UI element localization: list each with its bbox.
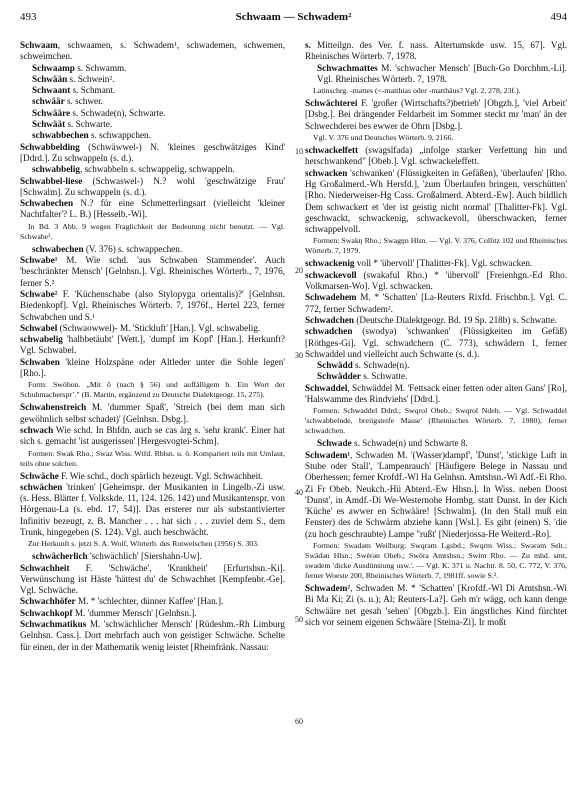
running-title: Schwaam — Schwadem² <box>235 11 352 23</box>
dictionary-entry: Schwadem², Schwaden M. * 'Schatten' [Krofdf.-Wl Di Amtshsn.-Wi Bi Ma Ki; Zi (s. u.); Al; Reuters-La?]. Geh m'r wägg, och kann denge Schwääre net gesah 'sehen' [Obgzb.]. Ein ängstliches Kind fürchtet sich vor seinem eigenen Schwääre [Steina-Zi]. Ir moßt <box>305 582 567 627</box>
entry-note: Formen: Swadəm Weilburg; Swqrəm Lgsbd.; Swqrm Wiss.; Swərəm Selt.; Swädən Hlsn.; Swèrən Obeb.; Swöra Amtshsn.; Swim Rho. — Zu mhd. smt, swadem 'dicke Ausdünstung usw.'. — Vgl. K. 371 u. Nachtr. 8. 50, C. 772, V. 376, ferner Woeste 200, Rheinisches Wörterb. 7, 1981ff. sowie S.². <box>305 540 567 580</box>
dictionary-entry: Schwabbel-liese (Schwaswel-) N.? wohl 'geschwätzige Frau' [Schwalm]. Zu schwappeln (s. d.). <box>20 175 285 197</box>
line-number: 30 <box>295 351 303 360</box>
left-column <box>20 40 285 790</box>
dictionary-entry: schwächerlich 'schwächlich' [Siershahn-Uw]. <box>32 551 202 562</box>
dictionary-entry: Schwadehem M. * 'Schatten' [La-Reuters Rixfd. Frischbn.]. Vgl. C. 772, ferner Schwadem². <box>305 292 567 314</box>
dictionary-entry: schwabechen (V. 376) s. schwappechen. <box>32 243 183 254</box>
entry-note: Formen: Swakŋ Rho.; Swagŋn Hlsn. — Vgl. V. 376, Collitz 102 und Rheinisches Wörterb. 7, 1979. <box>305 236 567 256</box>
line-number: 10 <box>295 147 303 156</box>
dictionary-entry: Schwään s. Schwein². <box>32 73 115 84</box>
dictionary-entry: Schwaben 'kleine Holzspäne oder Altleder unter die Sohle legen' [Rho.]. <box>20 356 285 379</box>
dictionary-entry: Schwadem¹, Schwaden M. '(Wasser)dampf', 'Dunst', 'stickige Luft in Stube oder Stall', 'Lampenrauch' [Häufigere Belege in Nassau und Oberhessen; ferner Krofdf.-Wl Ha Gelnhsn. Amtshsn.-Wi Adf.-Ei Rho. Zi Fr Obeb. Neukch.-Hü Abterd.-Ew Hhsn.]. In Wiss. neben Doost 'Dunst', in Amdf.-Di We-Westernohe Hombg. statt Dunst. In der Kich 'Küche' es awwer en Schwääre! [Schwalm]. (In den Stall muß ein Fenster) des de Schwärm abziehe kann [Wsl.]. Es gibt (einen) S. 'die (zu hoch geschraubte) Lampe "rußt' [Niederjossa-He Weiterd.-Ro]. <box>305 449 567 539</box>
right-page-number: 494 <box>550 11 567 23</box>
dictionary-entry: Schwachheit F. 'Schwäche', 'Krankheit' [Erfurtshsn.-Ki]. Verwünschung ist Häste 'hättest du' de Schwachhet [Kempfenbr.-Ge]. Vgl. Schwäche. <box>20 562 285 596</box>
dictionary-entry: schwäär s. schwer. <box>32 96 103 107</box>
dictionary-entry: Schwääre s. Schwade(n), Schwarte. <box>32 107 166 118</box>
entry-note: Form: Swöbon. „Mit ŏ (nach § 56) und auffälligem b. Ein Wort der Schuhmachersprʼ." (B. Martin, ergänzend zu Deutsche Dialektgeogr. 15, 275). <box>20 380 285 400</box>
dictionary-entry: schwach Wie schd. In Bhfdn. auch se cas ärg s. 'sehr krank'. Einer hat sich s. gemacht 'ist ausgerissen' [Hergesvogtei-Schm]. <box>20 424 285 447</box>
dictionary-entry: Schwaddel, Schwäddel M. 'Fettsack einer fetten oder alten Gans' [Ro], 'Halswamme des Rindviehs' [Ddrd.]. <box>305 382 567 405</box>
line-number: 50 <box>295 615 303 624</box>
dictionary-entry: Schwade s. Schwade(n) und Schwarte 8. <box>317 438 468 449</box>
dictionary-entry: s. Mitteilgn. des Ver. f. nass. Altertumskde usw. 15, 67]. Vgl. Rheinisches Wörterb. 7, 1978. <box>305 40 567 62</box>
dictionary-entry: schwächen 'trinken' [Geheimspr. der Musikanten in Lingelb.-Zi usw. (s. Hess. Blätter f. Volkskde. 11, 124. 126. 142) und Musikantenspr. von Hörgenau-La (s. ebd. 17, 54)]. Das ersterer nur als substantivierter Infinitiv bezeugt, z. B. Mancher . . . hat sich . . . zuviel dem S., dem Trunk, hingegeben (S. 124). Vgl. auch beschwächt. <box>20 481 285 537</box>
entry-note: Vgl. V. 376 und Deutsches Wörterb. 9, 2166. <box>313 133 454 143</box>
line-number: 60 <box>295 717 303 726</box>
dictionary-entry: Schwachkopf M. 'dummer Mensch' [Gelnhsn.]. <box>20 607 197 618</box>
line-number: 20 <box>295 266 303 275</box>
dictionary-entry: schwacken 'schwanken' (Flüssigkeiten in Gefäßen), 'überlaufen' [Rho. Hg Großalmerd.-Wh Hersfd.], 'zum Überlaufen bringen, verschütten' [Rho. Niederweiser-Hg Cass. Großalmerd. Abterd.-Ew]. Auch bildlich Dem schwackert et 'der ist geistig nicht normal' [Thalitter-Fk]. Vgl. geschwackt, schwackenig, schwackevoll, überschwacken, ferner schwappelvoll. <box>305 167 567 235</box>
entry-note: Formen: Swak Rho.; Swaz Wiss. Wtfd. Rblsn. u. ö. Kompariert teils mit Umlaut, teils ohne solchen. <box>20 448 285 468</box>
dictionary-entry: Schwaam, schwaamen, s. Schwadem¹, schwademen, schwemen, schweimchen. <box>20 40 285 62</box>
entry-note: Latinschrg. -mattes (<-matthias oder -matthäus? Vgl. 2, 278, 23f.). <box>313 86 521 96</box>
dictionary-entry: Schwädder s. Schwatte. <box>317 371 408 382</box>
line-number-gutter <box>287 40 303 790</box>
dictionary-entry: Schwachmattes M. 'schwacher Mensch' [Buch-Go Dorchhm.-Li]. Vgl. Rheinisches Wörterb. 7, 1978. <box>317 62 567 84</box>
dictionary-entry: Schwachhöfer M. * 'schlechter, dünner Kaffee' [Han.]. <box>20 596 224 607</box>
dictionary-entry: schwabelig 'halbbetäubt' [Wett.], 'dumpf im Kopf' [Han.]. Herkunft? Vgl. Schwabel. <box>20 334 285 356</box>
left-page-number: 493 <box>20 11 37 23</box>
dictionary-entry: schwadchen (swodyə) 'schwanken' (Flüssigkeiten im Gefäß) [Röthges-Gi]. Vgl. schwadchern (C. 773), schwädern 1, ferner Schwaddel und vielleicht auch Schwatte (s. d.). <box>305 326 567 359</box>
dictionary-entry: Schwachmatikus M. 'schwächlicher Mensch' [Rüdeshm.-Rh Limburg Gelnhsn. Cass.]. Dort mehrfach auch von geistiger Schwäche. Schelte für einen, der in der Mathematik wenig leistet [Rheinfränk. Nassau: <box>20 619 285 652</box>
dictionary-entry: schwackelfett (swagslfada) „infolge starker Verfettung hin und herschwankend" [Obeb.]. Vgl. schwackeleffett. <box>305 145 567 167</box>
dictionary-entry: Schwabe¹ M. Wie schd. 'aus Schwaben Stammender'. Auch 'beschränkter Mensch' [Gelnhsn.]. Vgl. Rheinisches Wörterb., 7, 1976, ferner S.² <box>20 255 285 288</box>
dictionary-entry: Schwabe² F. 'Küchenschabe (also Stylopyga orientalis)?' [Gelnhsn. Biedenkopf]. Vgl. Rheinisches Wörterb. 7, 1976f., Hertel 223, ferner Schwabchen und S.¹ <box>20 288 285 322</box>
dictionary-entry: Schwabenstreich M. 'dummer Spaß', 'Streich (bei dem man sich gewöhnlich selbst schadet)' [Gelnhsn. Dsbg.]. <box>20 402 285 424</box>
dictionary-entry: schwackevoll (swakəful Rho.) * 'übervoll' [Freienhgn.-Ed Rho. Volkmarsen-Wo]. Vgl. schwacken. <box>305 269 567 292</box>
dictionary-entry: Schwabechen N.? für eine Schmetterlingsart (vielleicht 'kleiner Nachtfalter'? L. B.) [Hesselb.-Wi]. <box>20 198 285 220</box>
dictionary-entry: Schwaant s. Schmant. <box>32 85 116 96</box>
dictionary-entry: Schwadchen (Deutsche Dialektgeogr. Bd. 19 Sp. 218b) s. Schwatte. <box>305 314 557 325</box>
dictionary-entry: Schwädd s. Schwade(n). <box>317 360 410 371</box>
page-header <box>20 11 567 25</box>
dictionary-entry: Schwaamp s. Schwamm. <box>32 62 127 73</box>
dictionary-entry: schwabbechen s. schwappchen. <box>32 130 151 141</box>
dictionary-entry: Schwabbelding (Schwäwwel-) N. 'kleines geschwätziges Kind' [Ddrd.]. Zu schwappeln (s. d.). <box>20 141 285 163</box>
entry-note: Formen: Schwaddel Ddrd.; Swqrol Obeb.; Swqrol Ndeb. — Vgl. Schwaddel 'schwabbelnde, breiigsteife Masse' (Rheinisches Wörterb. 7, 1980), ferner schwadchen. <box>305 406 567 436</box>
dictionary-entry: Schwächterei F. 'großer (Wirtschafts?)betrieb' [Obgzb.], 'viel Arbeit' [Dsbg.]. Bei drängender Feldarbeit im Sommer steckt mr 'man' än der Schwechderei bes ewwer de Ohrn [Dsbg.]. <box>305 98 567 131</box>
dictionary-entry: Schwabel (Schwaowwel)- M. 'Stickluft' [Han.]. Vgl. schwabelig. <box>20 322 261 333</box>
line-number: 40 <box>295 488 303 497</box>
entry-note: In Bd. 3 Abb. 9 wegen Fraglichkeit der Bedeutung nicht benutzt. — Vgl. Schwabe³. <box>20 221 285 241</box>
dictionary-entry: Schwäche F. Wie schd., doch spärlich bezeugt. Vgl. Schwachheit. <box>20 470 264 481</box>
dictionary-entry: schwabbelig, schwabbeln s. schwappelig, schwappeln. <box>32 164 235 175</box>
right-column <box>305 40 567 790</box>
dictionary-entry: schwackenig voll * 'übervoll' [Thalitter-Fk]. Vgl. schwacken. <box>305 258 533 269</box>
dictionary-entry: Schwäät s. Schwarte. <box>32 119 113 130</box>
entry-note: Zur Herkunft s. jetzt S. A. Wolf, Wörterb. des Rotwelschen (1956) S. 303. <box>28 539 260 549</box>
